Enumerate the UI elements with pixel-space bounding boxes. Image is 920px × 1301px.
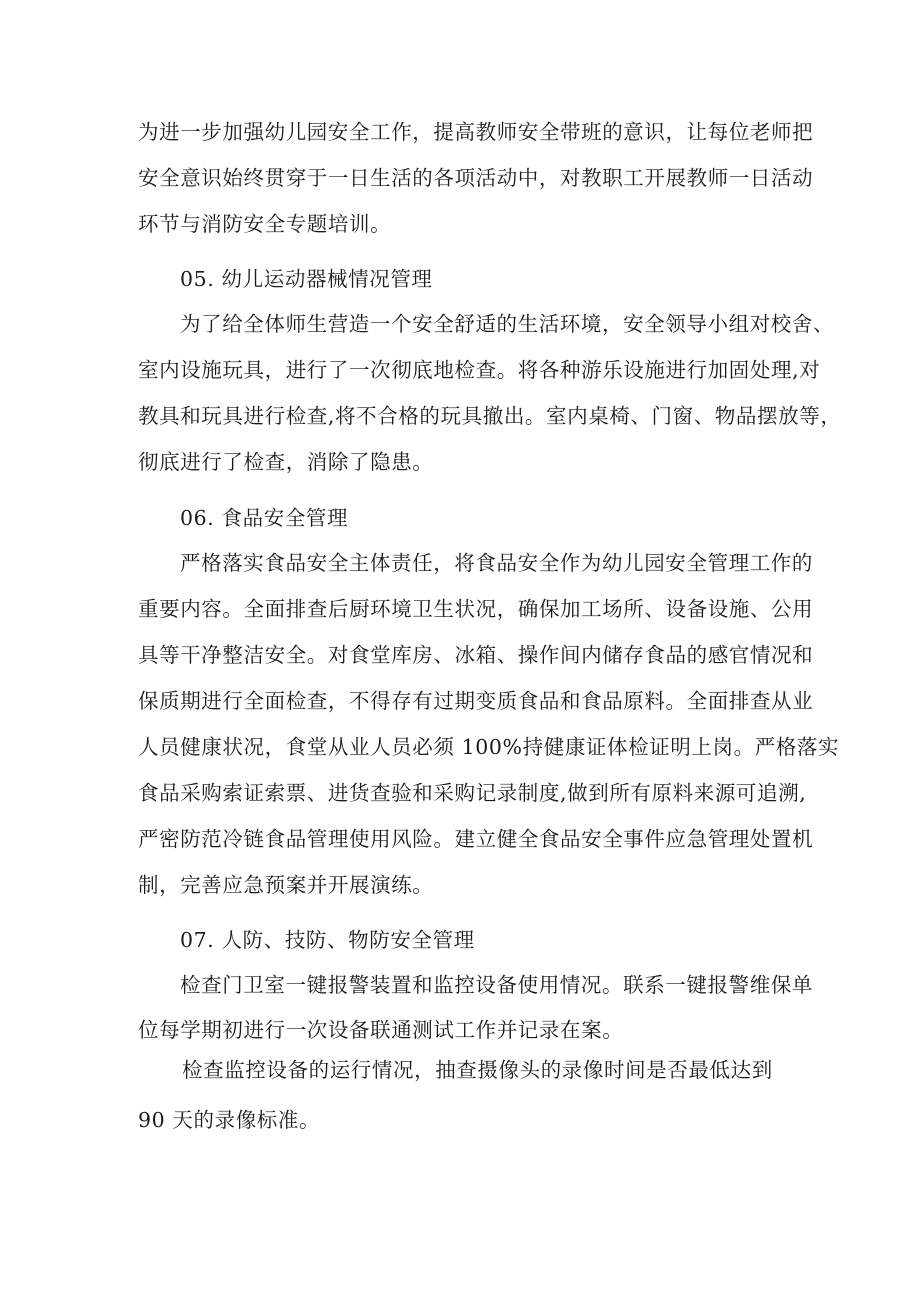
paragraph-line: 人员健康状况，食堂从业人员必须 100%持健康证体检证明上岗。严格落实 — [138, 735, 840, 759]
paragraph-line: 为了给全体师生营造一个安全舒适的生活环境，安全领导小组对校舍、 — [180, 312, 835, 336]
paragraph-line: 严密防范冷链食品管理使用风险。建立健全食品安全事件应急管理处置机 — [138, 827, 814, 851]
paragraph-line: 教具和玩具进行检查,将不合格的玩具撤出。室内桌椅、门窗、物品摆放等， — [138, 404, 842, 428]
paragraph-line: 食品采购索证索票、进货查验和采购记录制度,做到所有原料来源可追溯, — [138, 781, 807, 805]
paragraph-line: 检查监控设备的运行情况，抽查摄像头的录像时间是否最低达到 — [182, 1058, 773, 1082]
paragraph-line: 制，完善应急预案并开展演练。 — [138, 873, 434, 897]
section-heading-05: 05. 幼儿运动器械情况管理 — [180, 267, 433, 291]
paragraph-line: 检查门卫室一键报警装置和监控设备使用情况。联系一键报警维保单 — [180, 973, 813, 997]
section-heading-07: 07. 人防、技防、物防安全管理 — [180, 928, 475, 952]
paragraph-line: 保质期进行全面检查，不得存有过期变质食品和食品原料。全面排查从业 — [138, 689, 814, 713]
paragraph-line: 安全意识始终贯穿于一日生活的各项活动中，对教职工开展教师一日活动 — [138, 166, 814, 190]
paragraph-line: 具等干净整洁安全。对食堂库房、冰箱、操作间内储存食品的感官情况和 — [138, 643, 814, 667]
paragraph-line: 严格落实食品安全主体责任，将食品安全作为幼儿园安全管理工作的 — [180, 551, 813, 575]
paragraph-line: 90 天的录像标准。 — [138, 1108, 321, 1132]
paragraph-line: 室内设施玩具，进行了一次彻底地检查。将各种游乐设施进行加固处理,对 — [138, 358, 821, 382]
section-heading-06: 06. 食品安全管理 — [180, 506, 349, 530]
paragraph-line: 彻底进行了检查，消除了隐患。 — [138, 450, 434, 474]
paragraph-line: 环节与消防安全专题培训。 — [138, 212, 392, 236]
paragraph-line: 重要内容。全面排查后厨环境卫生状况，确保加工场所、设备设施、公用 — [138, 597, 814, 621]
paragraph-line: 位每学期初进行一次设备联通测试工作并记录在案。 — [138, 1018, 624, 1042]
paragraph-line: 为进一步加强幼儿园安全工作，提高教师安全带班的意识，让每位老师把 — [138, 120, 814, 144]
